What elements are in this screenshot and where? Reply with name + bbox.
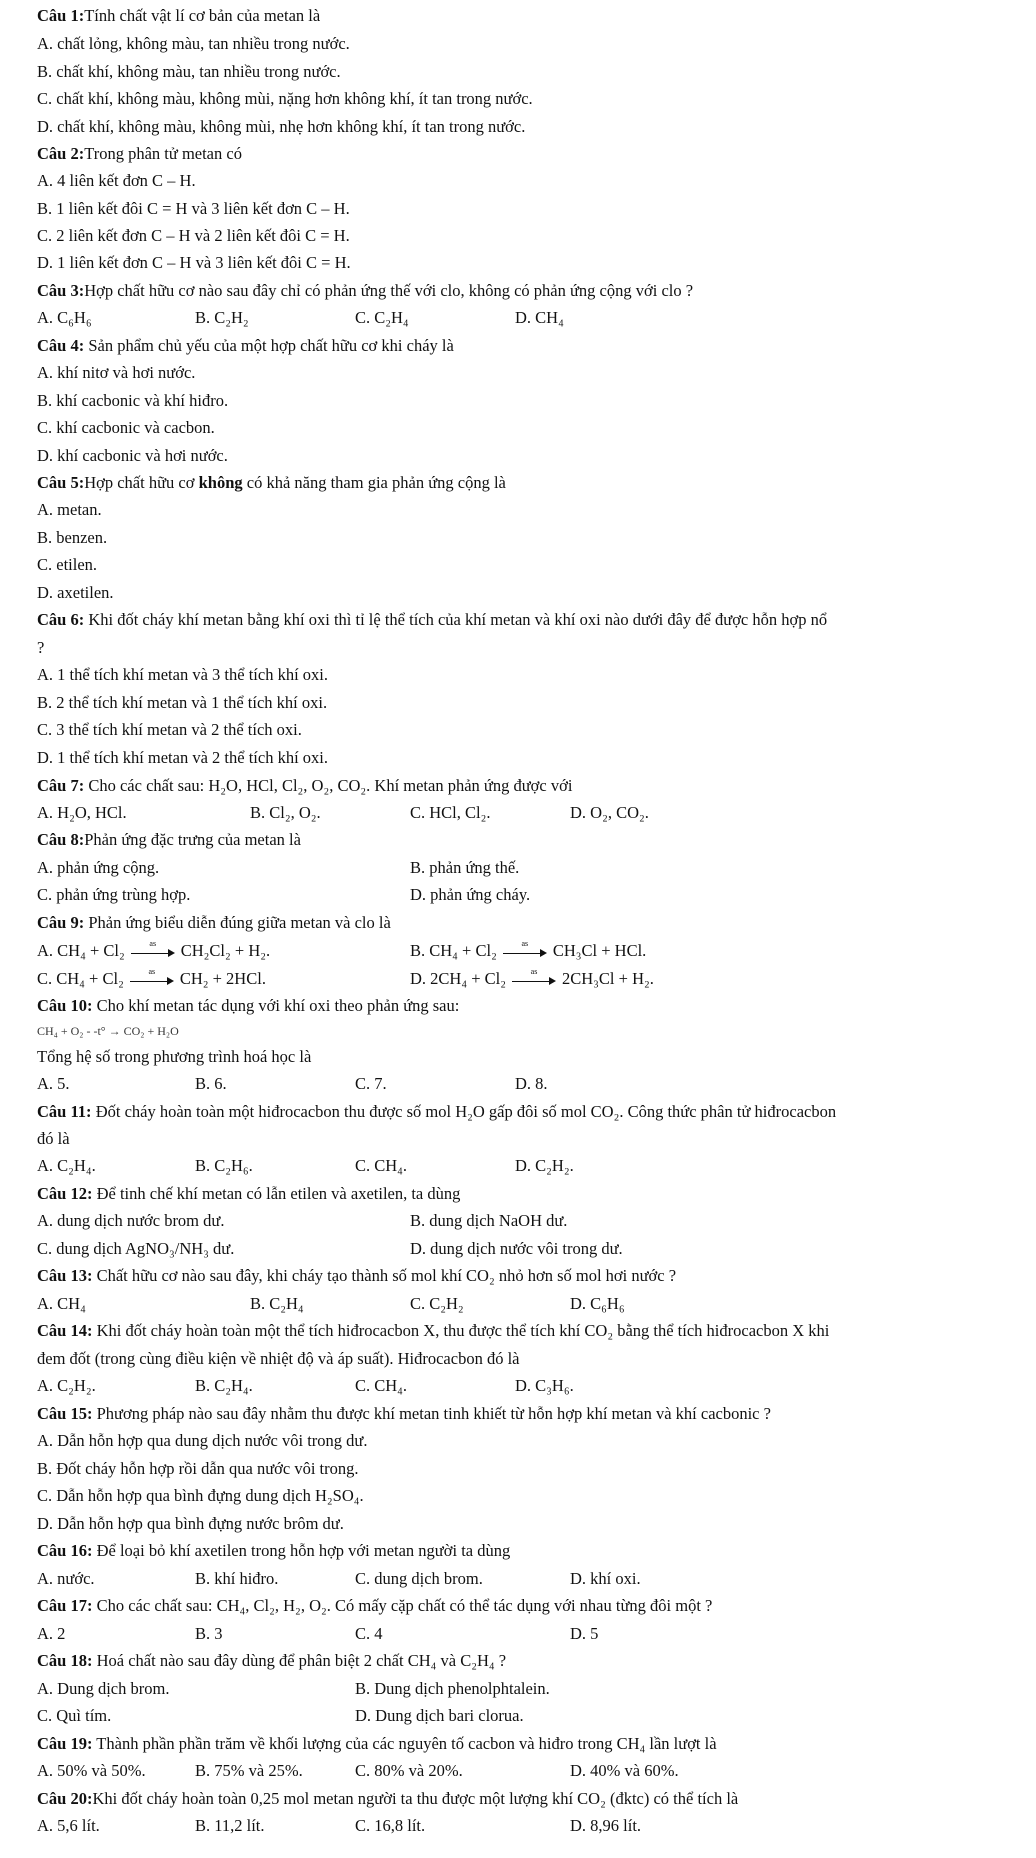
question-stem: có khả năng tham gia phản ứng cộng là — [242, 473, 506, 492]
question-3 — [37, 280, 693, 302]
question-stem: Sản phẩm chủ yếu của một hợp chất hữu cơ khi cháy là — [84, 336, 454, 355]
option-a: A. 2 — [37, 1624, 66, 1643]
question-13 — [37, 1265, 676, 1287]
option-c: C. HCl, Cl₂. — [410, 803, 491, 822]
option-d: D. 8. — [515, 1074, 548, 1093]
question-8 — [37, 829, 301, 851]
reaction-arrow — [131, 939, 175, 958]
question-label: Câu 16: — [37, 1541, 93, 1560]
option-b: B. C₂H₆. — [195, 1156, 253, 1175]
option-b — [410, 940, 646, 962]
question-label: Câu 11: — [37, 1102, 92, 1121]
question-stem: Khi đốt cháy khí metan bằng khí oxi thì tỉ lệ thể tích của khí metan và khí oxi nào dưới đây để được hỗn hợp nổ — [84, 610, 828, 629]
products: 2CH₃Cl + H₂. — [562, 969, 654, 988]
question-stem: Đốt cháy hoàn toàn một hiđrocacbon thu được số mol H₂O gấp đôi số mol CO₂. Công thức phân tử hiđrocacbon — [91, 1102, 837, 1121]
question-label: Câu 9: — [37, 913, 85, 932]
option-d: D. C₃H₆. — [515, 1376, 574, 1395]
question-label: Câu 19: — [37, 1734, 93, 1753]
option-c: C. C₂H₄ — [355, 308, 409, 327]
option-a: A. 1 thể tích khí metan và 3 thể tích khí oxi. — [37, 665, 328, 684]
option-c: C. chất khí, không màu, không mùi, nặng hơn không khí, ít tan trong nước. — [37, 89, 533, 108]
question-16 — [37, 1540, 510, 1562]
question-stem: Thành phần phần trăm về khối lượng của các nguyên tố cacbon và hiđro trong CH₄ lần lượt là — [92, 1734, 717, 1753]
question-stem: Phương pháp nào sau đây nhằm thu được khí metan tinh khiết từ hỗn hợp khí metan và khí cacbonic ? — [92, 1404, 771, 1423]
option-b: B. chất khí, không màu, tan nhiều trong nước. — [37, 62, 341, 81]
option-d: D. C₆H₆ — [570, 1294, 625, 1313]
option-b: B. 2 thể tích khí metan và 1 thể tích khí oxi. — [37, 693, 328, 712]
option-b: B. Cl₂, O₂. — [250, 803, 321, 822]
option-d: D. 1 liên kết đơn C – H và 3 liên kết đôi C = H. — [37, 253, 351, 272]
option-a: A. 50% và 50%. — [37, 1761, 146, 1780]
question-stem-continued: ? — [37, 638, 45, 657]
question-label: Câu 3: — [37, 281, 85, 300]
option-b: B. khí hiđro. — [195, 1569, 279, 1588]
question-label: Câu 14: — [37, 1321, 93, 1340]
question-stem: Cho khí metan tác dụng với khí oxi theo phản ứng sau: — [92, 996, 460, 1015]
option-d: D. chất khí, không màu, không mùi, nhẹ hơn không khí, ít tan trong nước. — [37, 117, 526, 136]
question-stem: Hoá chất nào sau đây dùng để phân biệt 2 chất CH₄ và C₂H₄ ? — [92, 1651, 507, 1670]
option-a: A. 5,6 lít. — [37, 1816, 100, 1835]
option-d: D. O₂, CO₂. — [570, 803, 649, 822]
question-4 — [37, 335, 454, 357]
option-c: C. 80% và 20%. — [355, 1761, 463, 1780]
reaction-equation: CH₄ + O₂ - -t° → CO₂ + H₂O — [37, 1024, 179, 1038]
question-stem: Phản ứng đặc trưng của metan là — [84, 830, 301, 849]
option-b: B. phản ứng thế. — [410, 858, 520, 877]
option-d: D. C₂H₂. — [515, 1156, 574, 1175]
option-b: B. khí cacbonic và khí hiđro. — [37, 391, 229, 410]
option-c: C. CH₄. — [355, 1376, 408, 1395]
reactants: B. CH₄ + Cl₂ — [410, 941, 497, 960]
question-19 — [37, 1733, 717, 1755]
option-c: C. 16,8 lít. — [355, 1816, 426, 1835]
option-c: C. etilen. — [37, 555, 98, 574]
question-label: Câu 1: — [37, 6, 85, 25]
option-d: D. 8,96 lít. — [570, 1816, 642, 1835]
question-7 — [37, 775, 572, 797]
question-2 — [37, 143, 242, 165]
question-18 — [37, 1650, 506, 1672]
option-c: C. Quì tím. — [37, 1706, 112, 1725]
option-a: A. H₂O, HCl. — [37, 803, 127, 822]
option-a: A. nước. — [37, 1569, 95, 1588]
option-c: C. 3 thể tích khí metan và 2 thể tích oxi. — [37, 720, 302, 739]
reactants: A. CH₄ + Cl₂ — [37, 941, 125, 960]
option-d: D. Dẫn hỗn hợp qua bình đựng nước brôm dư. — [37, 1514, 344, 1533]
question-5 — [37, 472, 506, 494]
question-stem: Khi đốt cháy hoàn toàn 0,25 mol metan người ta thu được một lượng khí CO₂ (đktc) có thể tích là — [92, 1789, 739, 1808]
reactants: C. CH₄ + Cl₂ — [37, 969, 124, 988]
option-c: C. dung dịch brom. — [355, 1569, 483, 1588]
option-c: C. 2 liên kết đơn C – H và 2 liên kết đôi C = H. — [37, 226, 350, 245]
question-stem: Phản ứng biểu diễn đúng giữa metan và clo là — [84, 913, 391, 932]
option-a: A. 5. — [37, 1074, 70, 1093]
arrow-condition: as — [149, 939, 157, 949]
question-stem: Tính chất vật lí cơ bản của metan là — [84, 6, 321, 25]
option-a: A. chất lỏng, không màu, tan nhiều trong nước. — [37, 34, 350, 53]
question-stem: Chất hữu cơ nào sau đây, khi cháy tạo thành số mol khí CO₂ nhỏ hơn số mol hơi nước ? — [92, 1266, 677, 1285]
option-b: B. C₂H₄ — [250, 1294, 304, 1313]
option-a: A. C₆H₆ — [37, 308, 92, 327]
products: CH₂Cl₂ + H₂. — [180, 941, 271, 960]
option-a: A. Dẫn hỗn hợp qua dung dịch nước vôi trong dư. — [37, 1431, 368, 1450]
question-stem-continued: đó là — [37, 1129, 70, 1148]
question-label: Câu 5: — [37, 473, 85, 492]
option-b: B. 3 — [195, 1624, 223, 1643]
option-a: A. Dung dịch brom. — [37, 1679, 170, 1698]
option-a: A. C₂H₂. — [37, 1376, 96, 1395]
question-label: Câu 15: — [37, 1404, 93, 1423]
option-c: C. khí cacbonic và cacbon. — [37, 418, 215, 437]
option-d — [410, 968, 654, 990]
question-10 — [37, 995, 459, 1017]
question-label: Câu 2: — [37, 144, 85, 163]
question-20 — [37, 1788, 738, 1810]
option-d: D. axetilen. — [37, 583, 114, 602]
option-a: A. metan. — [37, 500, 102, 519]
question-12 — [37, 1183, 460, 1205]
question-1 — [37, 5, 320, 27]
option-b: B. dung dịch NaOH dư. — [410, 1211, 568, 1230]
option-a: A. phản ứng cộng. — [37, 858, 160, 877]
option-a: A. 4 liên kết đơn C – H. — [37, 171, 196, 190]
option-a — [37, 940, 270, 962]
option-c: C. 4 — [355, 1624, 383, 1643]
option-d: D. dung dịch nước vôi trong dư. — [410, 1239, 623, 1258]
question-stem-continued: đem đốt (trong cùng điều kiện về nhiệt độ và áp suất). Hiđrocacbon đó là — [37, 1349, 520, 1368]
arrow-condition: as — [521, 939, 529, 949]
option-d: D. khí cacbonic và hơi nước. — [37, 446, 228, 465]
question-label: Câu 7: — [37, 776, 85, 795]
option-b: B. benzen. — [37, 528, 108, 547]
option-b: B. 75% và 25%. — [195, 1761, 303, 1780]
option-d: D. phản ứng cháy. — [410, 885, 531, 904]
option-b: B. C₂H₄. — [195, 1376, 253, 1395]
reaction-arrow — [503, 939, 547, 958]
option-d: D. CH₄ — [515, 308, 564, 327]
question-stem: Khi đốt cháy hoàn toàn một thể tích hiđrocacbon X, thu được thể tích khí CO₂ bằng thể tích hiđrocacbon X khi — [92, 1321, 830, 1340]
option-a: A. C₂H₄. — [37, 1156, 96, 1175]
question-stem: Trong phân tử metan có — [84, 144, 242, 163]
arrow-condition: as — [148, 967, 156, 977]
reaction-arrow — [130, 967, 174, 986]
question-label: Câu 4: — [37, 336, 85, 355]
question-14 — [37, 1320, 829, 1342]
question-label: Câu 6: — [37, 610, 85, 629]
question-stem-continued: Tổng hệ số trong phương trình hoá học là — [37, 1047, 312, 1066]
option-c: C. CH₄. — [355, 1156, 408, 1175]
question-stem: Cho các chất sau: H₂O, HCl, Cl₂, O₂, CO₂. Khí metan phản ứng được với — [84, 776, 573, 795]
question-stem: Để loại bỏ khí axetilen trong hỗn hợp với metan người ta dùng — [92, 1541, 511, 1560]
option-b: B. 11,2 lít. — [195, 1816, 265, 1835]
question-9 — [37, 912, 391, 934]
question-6 — [37, 609, 827, 631]
option-a: A. khí nitơ và hơi nước. — [37, 363, 196, 382]
option-b: B. 1 liên kết đôi C = H và 3 liên kết đơn C – H. — [37, 199, 350, 218]
option-b: B. Dung dịch phenolphtalein. — [355, 1679, 550, 1698]
question-label: Câu 12: — [37, 1184, 93, 1203]
option-d: D. 1 thể tích khí metan và 2 thể tích khí oxi. — [37, 748, 328, 767]
option-c: C. C₂H₂ — [410, 1294, 464, 1313]
question-15 — [37, 1403, 771, 1425]
question-label: Câu 8: — [37, 830, 85, 849]
option-d: D. 5 — [570, 1624, 599, 1643]
option-c: C. dung dịch AgNO₃/NH₃ dư. — [37, 1239, 235, 1258]
arrow-condition: as — [530, 967, 538, 977]
question-label: Câu 18: — [37, 1651, 93, 1670]
option-d: D. 40% và 60%. — [570, 1761, 679, 1780]
option-d: D. Dung dịch bari clorua. — [355, 1706, 524, 1725]
option-c: C. phản ứng trùng hợp. — [37, 885, 191, 904]
option-c: C. Dẫn hỗn hợp qua bình đựng dung dịch H₂SO₄. — [37, 1486, 364, 1505]
reactants: D. 2CH₄ + Cl₂ — [410, 969, 506, 988]
question-stem: Hợp chất hữu cơ nào sau đây chỉ có phản ứng thế với clo, không có phản ứng cộng với clo ? — [84, 281, 694, 300]
question-label: Câu 10: — [37, 996, 93, 1015]
reaction-arrow — [512, 967, 556, 986]
question-stem: Để tinh chế khí metan có lẫn etilen và axetilen, ta dùng — [92, 1184, 461, 1203]
question-stem: Cho các chất sau: CH₄, Cl₂, H₂, O₂. Có mấy cặp chất có thể tác dụng với nhau từng đôi một ? — [92, 1596, 713, 1615]
products: CH₃Cl + HCl. — [552, 941, 647, 960]
option-b: B. C₂H₂ — [195, 308, 249, 327]
option-d: D. khí oxi. — [570, 1569, 641, 1588]
question-label: Câu 20: — [37, 1789, 93, 1808]
question-17 — [37, 1595, 712, 1617]
option-c — [37, 968, 266, 990]
question-label: Câu 17: — [37, 1596, 93, 1615]
option-b: B. 6. — [195, 1074, 227, 1093]
question-stem: Hợp chất hữu cơ — [84, 473, 199, 492]
option-a: A. dung dịch nước brom dư. — [37, 1211, 225, 1230]
option-c: C. 7. — [355, 1074, 387, 1093]
option-b: B. Đốt cháy hỗn hợp rồi dẫn qua nước vôi trong. — [37, 1459, 359, 1478]
option-a: A. CH₄ — [37, 1294, 86, 1313]
question-label: Câu 13: — [37, 1266, 93, 1285]
question-11 — [37, 1101, 836, 1123]
question-stem-bold: không — [198, 473, 243, 492]
products: CH₂ + 2HCl. — [179, 969, 266, 988]
